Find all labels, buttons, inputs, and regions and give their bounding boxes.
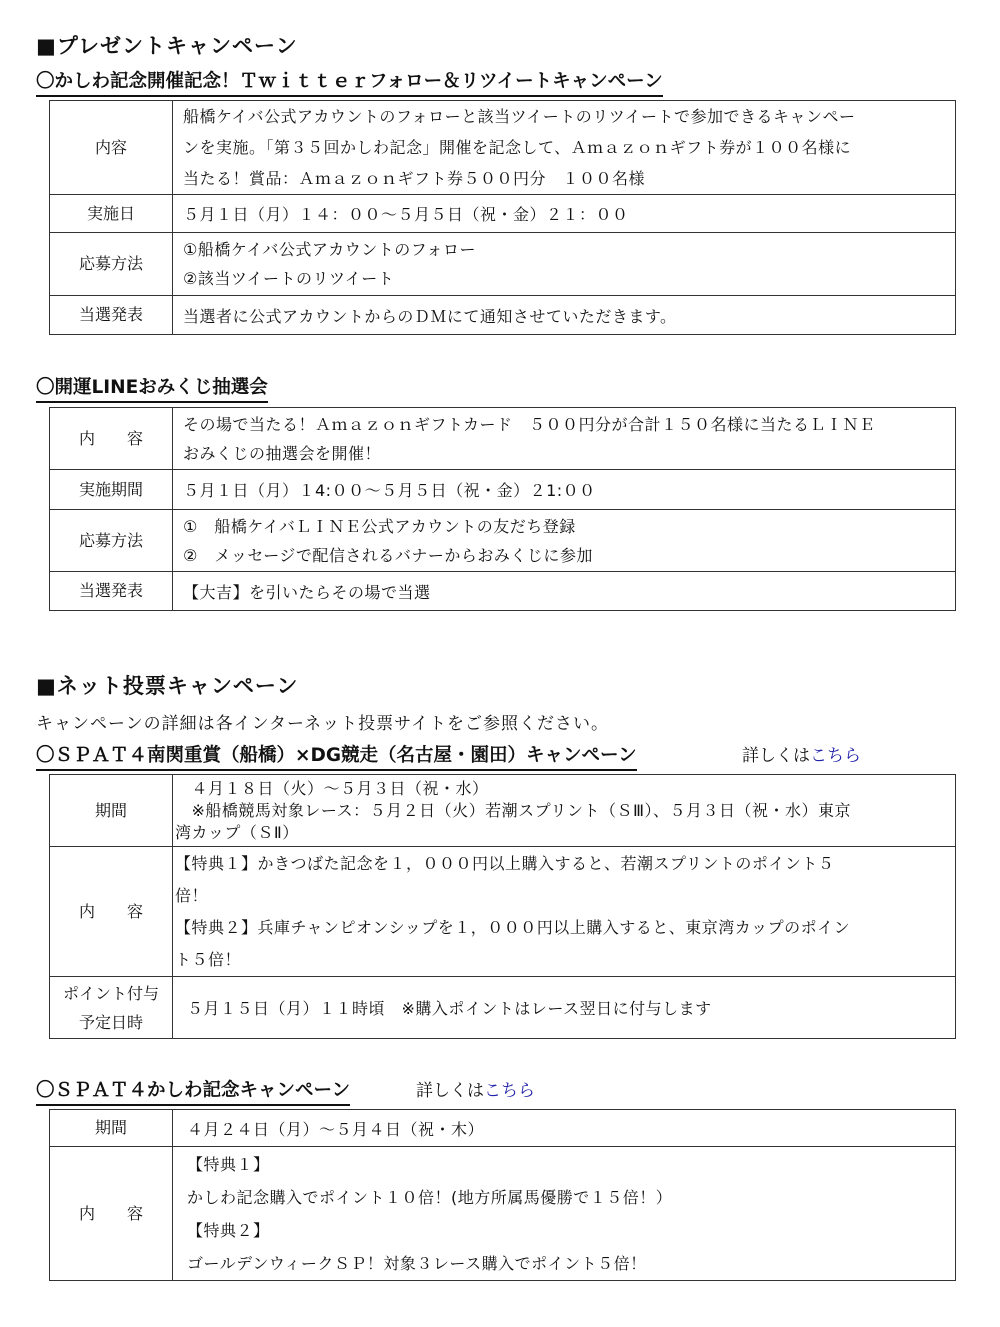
text-line: 【特典２】兵庫チャンピオンシップを１，０００円以上購入すると、東京湾カップのポイン xyxy=(175,917,851,937)
campaign-table-twitter xyxy=(49,100,956,335)
details-note xyxy=(742,744,861,768)
row-value xyxy=(173,195,956,233)
row-label: 内容 xyxy=(50,101,173,195)
row-value xyxy=(173,470,956,510)
row-label: 当選発表 xyxy=(50,296,173,335)
text-line: ５月１日（月）１4:００～５月５日（祝・金）２1:００ xyxy=(183,481,596,500)
row-label-line: 予定日時 xyxy=(78,1012,143,1032)
text-line: ※船橋競馬対象レース：５月２日（火）若潮スプリント（ＳⅢ）、５月３日（祝・水）東京 xyxy=(175,800,851,820)
text-line: ② メッセージで配信されるバナーからおみくじに参加 xyxy=(183,545,593,565)
details-note xyxy=(416,1079,535,1103)
text-line: 倍！ xyxy=(175,885,209,905)
campaign-table-spat4-kashiwa xyxy=(49,1109,956,1281)
row-value xyxy=(173,1147,956,1281)
row-label: 内 容 xyxy=(50,408,173,470)
row-value xyxy=(173,296,956,335)
text-line: 船橋ケイバ公式アカウントのフォローと該当ツイートのリツイートで参加できるキャンペー xyxy=(183,107,856,126)
table-row xyxy=(50,1110,956,1147)
table-row xyxy=(50,977,956,1039)
row-label xyxy=(50,977,173,1039)
text-line: ５月１５日（月）１１時頃 ※購入ポイントはレース翌日に付与します xyxy=(187,999,712,1018)
table-row xyxy=(50,408,956,470)
text-line: ト５倍！ xyxy=(175,949,242,969)
row-label: 応募方法 xyxy=(50,233,173,296)
text-line: ４月１８日（火）～５月３日（祝・水） xyxy=(175,778,489,798)
text-line: 【特典１】かきつばた記念を１，０００円以上購入すると、若潮スプリントのポイント５ xyxy=(175,853,835,873)
text-line: 【大吉】を引いたらその場で当選 xyxy=(183,582,431,602)
text-line: 【特典２】 xyxy=(187,1220,270,1240)
details-prefix: 詳しくは xyxy=(416,1081,484,1101)
row-label: 応募方法 xyxy=(50,510,173,572)
row-value xyxy=(173,1110,956,1147)
row-value xyxy=(173,847,956,977)
campaign-title-spat4-nankan: 〇ＳＰＡＴ４南関重賞（船橋）×DG競走（名古屋・園田）キャンペーン xyxy=(36,744,637,771)
text-line: かしわ記念購入でポイント１０倍！(地方所属馬優勝で１５倍！） xyxy=(187,1187,673,1207)
table-row xyxy=(50,775,956,847)
campaign-title-spat4-kashiwa: 〇ＳＰＡＴ４かしわ記念キャンペーン xyxy=(36,1079,350,1106)
details-prefix: 詳しくは xyxy=(742,746,810,766)
text-line: ゴールデンウィークＳＰ！対象３レース購入でポイント５倍！ xyxy=(187,1253,647,1273)
table-row xyxy=(50,195,956,233)
table-row xyxy=(50,572,956,611)
text-line: ５月１日（月）１４：００～５月５日（祝・金）２１：００ xyxy=(183,205,629,224)
row-label: 期間 xyxy=(50,1110,173,1147)
text-line: ①船橋ケイバ公式アカウントのフォロー xyxy=(183,240,476,259)
row-label: 実施期間 xyxy=(50,470,173,510)
row-value xyxy=(173,408,956,470)
campaign-title-twitter: 〇かしわ記念開催記念！Ｔｗｉｔｔｅｒフォロー＆リツイートキャンペーン xyxy=(36,70,663,97)
table-row xyxy=(50,101,956,195)
table-row xyxy=(50,847,956,977)
row-label: 期間 xyxy=(50,775,173,847)
table-row xyxy=(50,470,956,510)
table-row xyxy=(50,510,956,572)
table-row xyxy=(50,233,956,296)
row-value xyxy=(173,572,956,611)
text-line: 【特典１】 xyxy=(187,1154,270,1174)
section-heading-net-voting: ■ネット投票キャンペーン xyxy=(36,674,299,698)
text-line: ① 船橋ケイバＬＩＮＥ公式アカウントの友だち登録 xyxy=(183,516,576,536)
row-label: 内 容 xyxy=(50,847,173,977)
row-value xyxy=(173,101,956,195)
text-line: その場で当たる！Ａｍａｚｏｎギフトカード ５００円分が合計１５０名様に当たるＬＩＮＥ xyxy=(183,414,876,434)
text-line: 当たる！賞品：Ａｍａｚｏｎギフト券５００円分 １００名様 xyxy=(183,169,646,188)
details-link[interactable]: こちら xyxy=(484,1081,535,1101)
text-line: おみくじの抽選会を開催！ xyxy=(183,443,382,463)
row-label: 内 容 xyxy=(50,1147,173,1281)
text-line: 湾カップ（ＳⅡ） xyxy=(175,822,299,842)
details-link[interactable]: こちら xyxy=(810,746,861,766)
row-label: 実施日 xyxy=(50,195,173,233)
row-value xyxy=(173,977,956,1039)
campaign-table-spat4-nankan xyxy=(49,774,956,1039)
section-heading-present: ■プレゼントキャンペーン xyxy=(36,34,298,58)
text-line: ４月２４日（月）～５月４日（祝・木） xyxy=(187,1119,485,1139)
table-row xyxy=(50,1147,956,1281)
row-value xyxy=(173,510,956,572)
row-value xyxy=(173,775,956,847)
row-label-line: ポイント付与 xyxy=(62,983,159,1003)
campaign-title-line-omikuji: 〇開運LINEおみくじ抽選会 xyxy=(36,376,268,403)
row-value xyxy=(173,233,956,296)
section-intro: キャンペーンの詳細は各インターネット投票サイトをご参照ください。 xyxy=(36,714,609,734)
row-label: 当選発表 xyxy=(50,572,173,611)
campaign-table-line-omikuji xyxy=(49,407,956,611)
text-line: 当選者に公式アカウントからのＤＭにて通知させていただきます。 xyxy=(183,306,677,326)
table-row xyxy=(50,296,956,335)
text-line: ②該当ツイートのリツイート xyxy=(183,269,395,288)
text-line: ンを実施。「第３５回かしわ記念」開催を記念して、Ａｍａｚｏｎギフト券が１００名様に xyxy=(183,138,852,157)
